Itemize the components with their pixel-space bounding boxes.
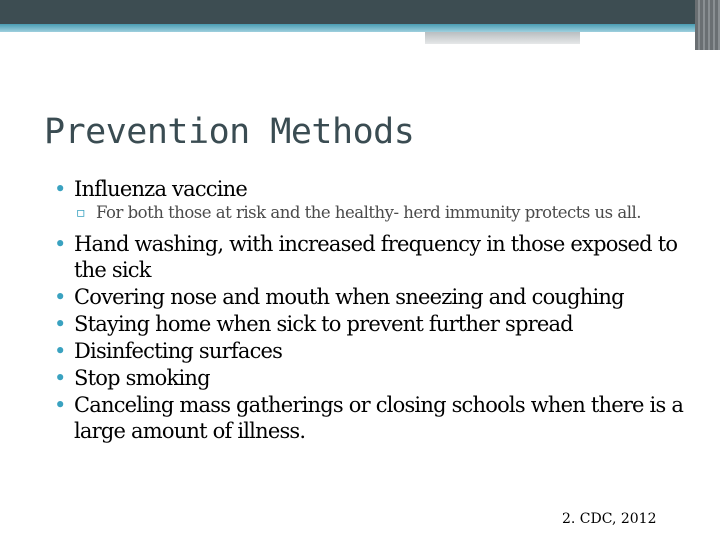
bullet-icon: • <box>54 232 66 256</box>
sub-bullet-icon: ▫ <box>76 205 85 221</box>
header-accent-gray <box>425 32 580 44</box>
bullet-item <box>54 338 694 364</box>
bullet-icon: • <box>54 312 66 336</box>
bullet-item <box>54 284 694 310</box>
slide-title: Prevention Methods <box>44 112 415 152</box>
bullet-text: Covering nose and mouth when sneezing and coughing <box>74 285 624 309</box>
bullet-text: Influenza vaccine <box>74 177 248 201</box>
bullet-text: Hand washing, with increased frequency in those exposed to the sick <box>74 232 678 282</box>
citation: 2. CDC, 2012 <box>562 511 657 527</box>
bullet-text: Staying home when sick to prevent further spread <box>74 312 573 336</box>
header-right-strip <box>695 0 720 50</box>
header-accent-teal <box>0 24 695 32</box>
bullet-text: Canceling mass gatherings or closing schools when there is a large amount of illness. <box>74 393 684 443</box>
bullet-text: Stop smoking <box>74 366 210 390</box>
bullet-icon: • <box>54 285 66 309</box>
bullet-icon: • <box>54 393 66 417</box>
header-bar <box>0 0 695 24</box>
bullet-item <box>54 231 694 283</box>
sub-bullet-text: For both those at risk and the healthy- herd immunity protects us all. <box>96 203 642 222</box>
bullet-item <box>54 365 694 391</box>
bullet-item <box>54 392 694 444</box>
sub-bullet-item <box>54 203 694 223</box>
bullet-list <box>54 176 694 445</box>
bullet-item <box>54 176 694 202</box>
bullet-text: Disinfecting surfaces <box>74 339 283 363</box>
bullet-icon: • <box>54 366 66 390</box>
bullet-icon: • <box>54 339 66 363</box>
bullet-item <box>54 311 694 337</box>
bullet-icon: • <box>54 177 66 201</box>
